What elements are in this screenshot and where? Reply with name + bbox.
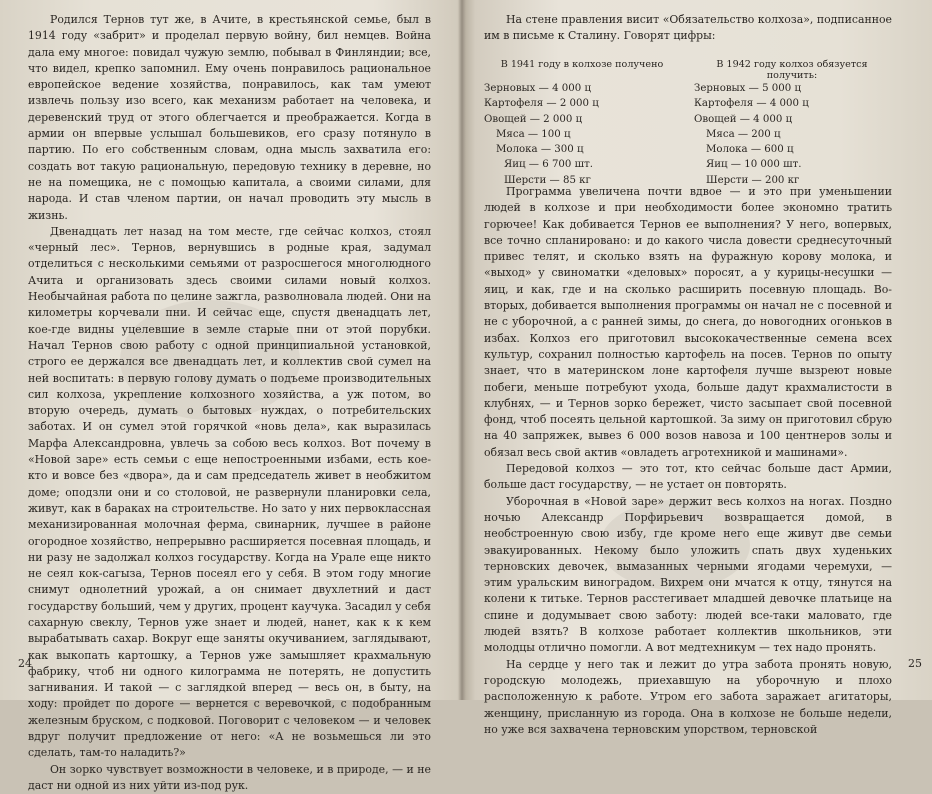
table-row: Зерновых — 5 000 ц xyxy=(694,83,802,94)
commitment-table xyxy=(484,59,892,186)
table-row: Шерсти — 200 кг xyxy=(706,174,800,186)
table-row: Яиц — 6 700 шт. xyxy=(504,159,593,171)
right-page xyxy=(466,0,932,736)
paragraph: Двенадцать лет назад на том месте, где сейчас колхоз, стоял «черный лес». Тернов, вернувшись в родные края, задумал отделиться с несколькими семьями от разросшегося многолюдного Ачита и организовать здесь своими силами новый колхоз. Необычайная работа по целине зажгла, разволновала людей. Они на километры корчевали пни. И сейчас еще, спустя двенадцать лет, кое-где видны уцелевшие в земле старые пни от этой порубки. Начал Тернов свою работу с одной принципиальной установкой, строго ее держался все двенадцать лет, и коллектив свой сумел на ней воспитать: в первую голову думать о подъеме производительных сил колхоза, укрепление колхозного хозяйства, а уж потом, во вторую очередь, думать о бытовых нуждах, о потребительских заботах. И он сумел этой горячкой «новь дела», как выразилась Марфа Александровна, увлечь за собою весь колхоз. Вот почему в «Новой заре» есть семьи с еще непостроенными избами, есть кое-кто и вовсе без «двора», да и сам председатель живет в необжитом доме; оподзли они и со столовой, не развернули планировки села, живут, как в бараках на строительстве. Но зато у них первоклассная механизированная молочная ферма, свинарник, лучшее в районе огородное хозяйство, непрерывно расширяется посевная площадь, и ни разу не задолжал колхоз государству. Когда на Урале еще никто не сеял кок-сагыза, Тернов посеял его у себя. В этом году многие снимут однолетний урожай, а он снимает двухлетний и даст государству больший, чем у других, процент каучука. Засадил у себя сахарную свеклу, Тернов уже знает и людей, нанет, как к к кем вырабатывать сахар. Вокруг еще заняты окучиванием, заглядывают, как выкопать картошку, а Тернов уже замышляет крахмальную фабрику, чтоб ни одного килограмма не потерять, не допустить загнивания. И такой — с заглядкой вперед — весь он, в быту, на ходу: пройдет по дороге — вернется с веревочкой, с подобранным железным бруском, с подковой. Поговорит с человеком — и человек вдруг получит предложение от него: «А не возьмешься ли это сделать, там-то наладить?» xyxy=(28,224,431,760)
page-number: 24 xyxy=(18,657,32,670)
table-row: Картофеля — 2 000 ц xyxy=(484,98,599,110)
table-row: Яиц — 10 000 шт. xyxy=(706,159,802,171)
paragraph: Он зорко чувствует возможности в человеке, и в природе, — и не даст ни одной из них уйти из-под рук. xyxy=(28,762,431,792)
table-row: Мяса — 200 ц xyxy=(706,128,781,140)
paragraph: На стене правления висит «Обязательство колхоза», подписанное им в письме к Сталину. Говорят цифры: xyxy=(484,13,892,43)
paragraph: Родился Тернов тут же, в Ачите, в крестьянской семье, был в 1914 году «забрит» и проделал первую войну, бил немцев. Война дала ему многое: повидал чужую землю, побывал в Финляндии; все, что видел, крепко запомнил. Ему очень понравилось рациональное европейское ведение хозяйства, понравилось, как там умеют извлечь пользу изо всего, как механизм работает на человека, и деревенский труд от этого облегчается и преображается. Когда в армии он впервые услышал большевиков, его сразу потянуло в партию. По его собственным словам, одна мысль захватила его: создать вот такую рациональную, передовую технику в деревне, но не на помещика, не с помощью капитала, а своими силами, для народа. И став членом партии, он начал проводить эту мысль в жизнь. xyxy=(28,13,431,222)
right-page-text xyxy=(484,184,892,738)
table-row: Молока — 300 ц xyxy=(496,144,584,156)
table-row: Мяса — 100 ц xyxy=(496,128,571,140)
paragraph: Передовой колхоз — это тот, кто сейчас больше даст Армии, больше даст государству, — не устает он повторять. xyxy=(484,462,892,492)
right-page-intro xyxy=(484,12,892,45)
table-row: Молока — 600 ц xyxy=(706,144,794,156)
left-page-text xyxy=(28,12,431,794)
page-number: 25 xyxy=(908,657,922,670)
left-page xyxy=(0,0,458,792)
table-row: Овощей — 4 000 ц xyxy=(694,113,793,125)
table-row: Картофеля — 4 000 ц xyxy=(694,98,809,110)
book-spine xyxy=(458,0,466,700)
column-heading: В 1942 году колхоз обязуется получить: xyxy=(716,59,868,81)
paragraph: Уборочная в «Новой заре» держит весь колхоз на ногах. Поздно ночью Александр Порфирьевич возвращается домой, в необстроенную свою избу, где кроме него еще живут две семьи эвакуированных. Некому было уложить спать двух худеньких терновских девочек, вымазанных черными ягодами черемухи, — этим уральским виноградом. Вихрем они мчатся к отцу, тянутся на колени к титьке. Тернов расстегивает младшей девочке платьице на спине и додумывает свою заботу: людей все-таки маловато, где людей взять? В колхозе работает коллектив школьников, эти молодцы отлично помогли. А вот медтехникум — тех надо пронять. xyxy=(484,494,892,655)
table-column-1942 xyxy=(694,59,890,188)
table-row: Овощей — 2 000 ц xyxy=(484,113,583,125)
paragraph: Программа увеличена почти вдвое — и это при уменьшении людей в колхозе и при необходимости более экономно тратить горючее! Как добивается Тернов ее выполнения? У него, вопервых, все точно спланировано: и до какого числа довести среднесуточный привес телят, и сколько взять на фуражную корову молока, и «выход» у свиноматки «деловых» поросят, а у курицы-несушки — яиц, и как, где и на сколько расширить посевную площадь. Во-вторых, добивается выполнения программы он начал не с посевной и не с уборочной, а с ранней зимы, до снега, до новогодних огоньков в избах. Колхоз его приготовил высококачественные семена всех культур, сохранил полностью картофель на посев. Тернов по опыту знает, что в материнском лоне картофеля лучше вызреют новые побеги, меньше потребуют ухода, больше дадут крахмалистости в клубнях, — и Тернов зорко бережет, чисто засыпает свой посевной фонд, чтоб посеять цельной картошкой. За зиму он приготовил сбрую на 40 запряжек, вывез 6 000 возов навоза и 100 центнеров золы и обязал весь свой актив «овладеть агротехникой и машинами». xyxy=(484,185,892,459)
column-heading: В 1941 году в колхозе получено xyxy=(500,59,664,70)
paragraph: На сердце у него так и лежит до утра забота пронять новую, городскую молодежь, приехавшую на уборочную и плохо расположенную к работе. Утром его забота заражает агитаторы, женщину, присланную из города. Она в колхозе не больше недели, но уже вся захвачена терновским упорством, терновской xyxy=(484,657,892,736)
table-column-1941 xyxy=(484,59,680,188)
table-row: Зерновых — 4 000 ц xyxy=(484,83,592,94)
table-row: Шерсти — 85 кг xyxy=(504,174,591,186)
